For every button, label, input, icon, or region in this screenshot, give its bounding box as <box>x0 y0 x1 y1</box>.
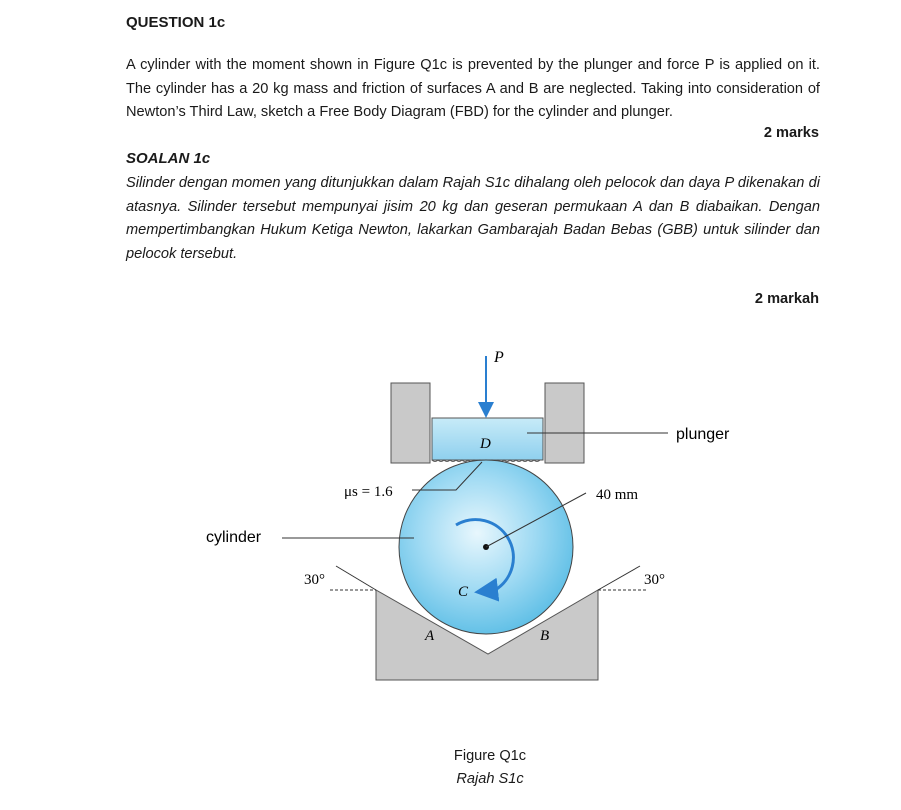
moment-c-label: C <box>458 584 469 600</box>
right-wall <box>545 383 584 463</box>
right-angle-slope-line <box>598 566 640 590</box>
soalan-title: SOALAN 1c <box>126 150 211 167</box>
question-body: A cylinder with the moment shown in Figure Q1c is prevented by the plunger and force P is applied on it. The cylinder has a 20 kg mass and friction of surfaces A and B are neglected. Taking into consideration of Newton’s Third Law, sketch a Free Body Diagram (FBD) for the cylinder and plunger. <box>126 57 820 120</box>
left-wall <box>391 383 430 463</box>
friction-coefficient-label: μs = 1.6 <box>344 484 393 500</box>
force-p-label: P <box>494 349 504 366</box>
figure-caption-ms: Rajah S1c <box>456 771 524 787</box>
contact-a-label: A <box>425 628 435 644</box>
question-marks: 2 marks <box>763 125 819 141</box>
contact-d-label: D <box>480 436 491 452</box>
soalan-body: Silinder dengan momen yang ditunjukkan dalam Rajah S1c dihalang oleh pelocok dan daya P dikenakan di atasnya. Silinder tersebut mempunyai jisim 20 kg dan geseran permukaan A dan B diabaikan. Dengan mempertimbangkan Hukum Ketiga Newton, lakarkan Gambarajah Badan Bebas (GBB) untuk silinder dan pelocok tersebut. <box>126 175 820 262</box>
soalan-marks: 2 markah <box>754 291 819 307</box>
plunger-label: plunger <box>676 426 730 443</box>
right-angle-label: 30° <box>644 572 665 588</box>
cylinder-label: cylinder <box>206 529 262 546</box>
figure-caption-en: Figure Q1c <box>453 748 527 764</box>
contact-b-label: B <box>540 628 550 644</box>
question-title: QUESTION 1c <box>126 14 226 31</box>
radius-label: 40 mm <box>596 487 639 503</box>
left-angle-label: 30° <box>304 572 325 588</box>
left-angle-slope-line <box>336 566 376 590</box>
